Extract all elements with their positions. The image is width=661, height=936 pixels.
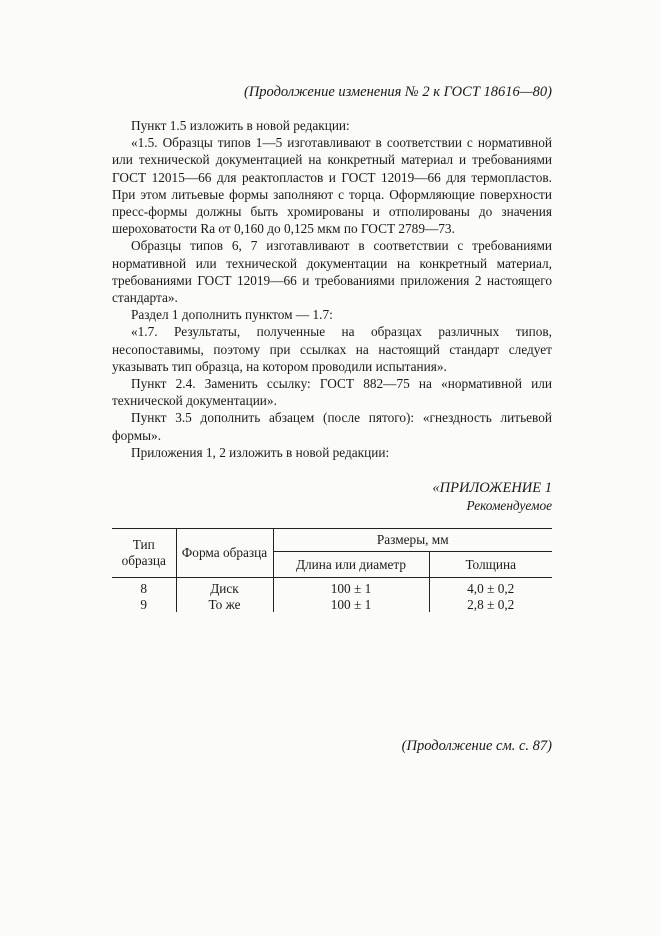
cell-thickness: 4,0 ± 0,2	[429, 578, 552, 597]
paragraph: Пункт 2.4. Заменить ссылку: ГОСТ 882—75 на «нормативной или технической документации».	[112, 376, 552, 409]
table-row	[112, 578, 552, 597]
col-header-thickness: Толщина	[429, 552, 552, 578]
paragraph: «1.7. Результаты, полученные на образцах различных типов, несопоставимы, поэтому при ссылках на настоящий стандарт следует указывать тип образца, на котором проводили испытания».	[112, 324, 552, 374]
paragraph: Пункт 1.5 изложить в новой редакции:	[131, 118, 350, 133]
cell-length: 100 ± 1	[273, 578, 429, 597]
appendix-subtitle: Рекомендуемое	[466, 498, 552, 513]
cell-type: 9	[140, 596, 148, 612]
body-text	[112, 117, 552, 461]
paragraph: Раздел 1 дополнить пунктом — 1.7:	[131, 307, 333, 323]
paragraph: Приложения 1, 2 изложить в новой редакции:	[131, 444, 390, 460]
page-footer: (Продолжение см. с. 87)	[401, 738, 552, 754]
col-header-length: Длина или диаметр	[273, 552, 429, 578]
cell-length: 100 ± 1	[273, 597, 429, 613]
col-header-type: Тип образца	[112, 529, 176, 578]
paragraph: «1.5. Образцы типов 1—5 изготавливают в соответствии с нормативной или технической документацией на конкретный материал и требованиями ГОСТ 12015—66 для реактопластов и ГОСТ 12019—66 для термопластов. При этом литьевые формы заполняют с торца. Оформляющие поверхности пресс-формы должны быть хромированы и отполированы до значения шероховатости Ra от 0,160 до 0,125 мкм по ГОСТ 2789—73.	[112, 135, 552, 237]
cell-type: 8	[140, 581, 148, 596]
cell-shape: Диск	[176, 578, 273, 597]
col-header-sizes: Размеры, мм	[273, 529, 552, 552]
col-header-shape: Форма образца	[176, 529, 273, 578]
cell-thickness: 2,8 ± 0,2	[429, 597, 552, 613]
paragraph: Пункт 3.5 дополнить абзацем (после пятого): «гнездность литьевой формы».	[112, 410, 552, 443]
page-header: (Продолжение изменения № 2 к ГОСТ 18616—80)	[243, 84, 552, 100]
table-row	[112, 597, 552, 613]
paragraph: Образцы типов 6, 7 изготавливают в соответствии с требованиями нормативной или технической документации на конкретный материал, требованиями ГОСТ 12019—66 и требованиями приложения 2 настоящего стандарта».	[112, 238, 552, 306]
cell-shape: То же	[176, 597, 273, 613]
appendix-heading	[300, 479, 552, 514]
appendix-title: «ПРИЛОЖЕНИЕ 1	[432, 480, 552, 496]
dimensions-table	[112, 528, 552, 612]
